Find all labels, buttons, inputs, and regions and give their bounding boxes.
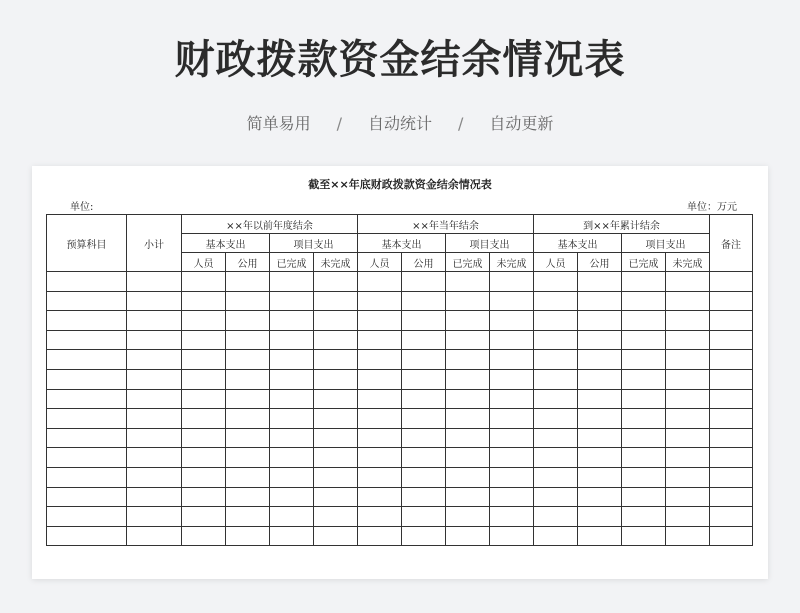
table-cell[interactable]: [127, 330, 182, 350]
table-cell[interactable]: [47, 526, 127, 546]
header-personnel: 人员: [534, 253, 578, 272]
table-row: [47, 389, 753, 409]
table-cell[interactable]: [490, 291, 534, 311]
table-cell[interactable]: [314, 526, 358, 546]
table-cell[interactable]: [182, 409, 226, 429]
header-project-expense: 项目支出: [622, 234, 710, 253]
table-cell[interactable]: [182, 487, 226, 507]
table-cell[interactable]: [47, 311, 127, 331]
table-cell[interactable]: [270, 350, 314, 370]
table-cell[interactable]: [446, 350, 490, 370]
table-cell[interactable]: [622, 526, 666, 546]
table-row: [47, 369, 753, 389]
table-cell[interactable]: [402, 291, 446, 311]
table-cell[interactable]: [402, 526, 446, 546]
table-cell[interactable]: [622, 428, 666, 448]
table-cell[interactable]: [358, 487, 402, 507]
table-row: [47, 350, 753, 370]
table-row: [47, 467, 753, 487]
table-cell[interactable]: [534, 448, 578, 468]
table-cell[interactable]: [182, 369, 226, 389]
table-cell[interactable]: [182, 467, 226, 487]
table-cell[interactable]: [446, 369, 490, 389]
table-cell[interactable]: [358, 291, 402, 311]
table-cell[interactable]: [182, 507, 226, 527]
table-cell[interactable]: [314, 330, 358, 350]
table-cell[interactable]: [358, 507, 402, 527]
table-cell[interactable]: [578, 350, 622, 370]
table-cell[interactable]: [226, 272, 270, 292]
separator: /: [336, 114, 342, 133]
table-cell[interactable]: [622, 487, 666, 507]
table-cell[interactable]: [226, 467, 270, 487]
table-cell[interactable]: [358, 369, 402, 389]
table-cell[interactable]: [314, 467, 358, 487]
table-cell[interactable]: [314, 369, 358, 389]
table-cell[interactable]: [182, 311, 226, 331]
unit-label-right: 单位：万元: [687, 202, 737, 213]
table-cell[interactable]: [226, 311, 270, 331]
header-incomplete: 未完成: [314, 253, 358, 272]
table-cell[interactable]: [578, 507, 622, 527]
table-row: [47, 428, 753, 448]
table-cell[interactable]: [47, 487, 127, 507]
table-cell[interactable]: [314, 428, 358, 448]
table-cell[interactable]: [710, 311, 753, 331]
table-cell[interactable]: [182, 330, 226, 350]
separator: /: [458, 114, 464, 133]
table-cell[interactable]: [534, 369, 578, 389]
table-cell[interactable]: [534, 389, 578, 409]
table-cell[interactable]: [710, 272, 753, 292]
table-cell[interactable]: [127, 350, 182, 370]
feature-easy: 简单易用: [246, 114, 311, 133]
table-cell[interactable]: [622, 389, 666, 409]
header-project-expense: 项目支出: [446, 234, 534, 253]
table-cell[interactable]: [578, 369, 622, 389]
table-cell[interactable]: [578, 448, 622, 468]
table-cell[interactable]: [270, 389, 314, 409]
table-cell[interactable]: [226, 487, 270, 507]
table-row: [47, 448, 753, 468]
table-cell[interactable]: [534, 311, 578, 331]
header-incomplete: 未完成: [666, 253, 710, 272]
table-cell[interactable]: [314, 389, 358, 409]
header-public: 公用: [578, 253, 622, 272]
header-cumulative: 到××年累计结余: [534, 215, 710, 234]
table-cell[interactable]: [127, 389, 182, 409]
table-cell[interactable]: [446, 389, 490, 409]
header-public: 公用: [226, 253, 270, 272]
table-cell[interactable]: [534, 487, 578, 507]
table-cell[interactable]: [666, 467, 710, 487]
table-cell[interactable]: [534, 467, 578, 487]
header-basic-expense: 基本支出: [182, 234, 270, 253]
table-row: [47, 311, 753, 331]
table-cell[interactable]: [578, 272, 622, 292]
table-cell[interactable]: [270, 291, 314, 311]
table-cell[interactable]: [226, 409, 270, 429]
feature-auto-update: 自动更新: [489, 114, 554, 133]
table-cell[interactable]: [182, 428, 226, 448]
header-current-year: ××年当年结余: [358, 215, 534, 234]
table-row: [47, 507, 753, 527]
table-cell[interactable]: [358, 467, 402, 487]
table-cell[interactable]: [402, 330, 446, 350]
header-basic-expense: 基本支出: [358, 234, 446, 253]
table-cell[interactable]: [446, 467, 490, 487]
header-public: 公用: [402, 253, 446, 272]
table-cell[interactable]: [666, 428, 710, 448]
table-cell[interactable]: [127, 428, 182, 448]
table-cell[interactable]: [490, 428, 534, 448]
table-cell[interactable]: [127, 291, 182, 311]
table-cell[interactable]: [226, 389, 270, 409]
header-personnel: 人员: [182, 253, 226, 272]
table-cell[interactable]: [622, 311, 666, 331]
header-personnel: 人员: [358, 253, 402, 272]
header-completed: 已完成: [622, 253, 666, 272]
table-cell[interactable]: [358, 448, 402, 468]
table-cell[interactable]: [490, 526, 534, 546]
table-cell[interactable]: [270, 409, 314, 429]
header-prior-years: ××年以前年度结余: [182, 215, 358, 234]
table-cell[interactable]: [270, 526, 314, 546]
table-cell[interactable]: [446, 526, 490, 546]
table-cell[interactable]: [446, 330, 490, 350]
table-cell[interactable]: [578, 467, 622, 487]
table-cell[interactable]: [402, 428, 446, 448]
table-cell[interactable]: [270, 369, 314, 389]
table-cell[interactable]: [402, 389, 446, 409]
table-cell[interactable]: [622, 467, 666, 487]
table-cell[interactable]: [47, 428, 127, 448]
table-cell[interactable]: [578, 291, 622, 311]
table-row: [47, 272, 753, 292]
table-cell[interactable]: [710, 369, 753, 389]
table-cell[interactable]: [270, 487, 314, 507]
table-cell[interactable]: [182, 350, 226, 370]
table-cell[interactable]: [534, 507, 578, 527]
table-cell[interactable]: [47, 389, 127, 409]
table-cell[interactable]: [710, 409, 753, 429]
table-cell[interactable]: [710, 526, 753, 546]
table-cell[interactable]: [446, 428, 490, 448]
table-cell[interactable]: [226, 350, 270, 370]
table-cell[interactable]: [226, 526, 270, 546]
feature-subtitle: [0, 112, 800, 136]
table-cell[interactable]: [534, 272, 578, 292]
table-cell[interactable]: [182, 389, 226, 409]
table-cell[interactable]: [226, 448, 270, 468]
table-cell[interactable]: [710, 448, 753, 468]
table-cell[interactable]: [402, 409, 446, 429]
table-row: [47, 330, 753, 350]
table-cell[interactable]: [182, 526, 226, 546]
table-cell[interactable]: [578, 389, 622, 409]
table-cell[interactable]: [182, 272, 226, 292]
table-cell[interactable]: [666, 350, 710, 370]
table-cell[interactable]: [666, 389, 710, 409]
table-cell[interactable]: [127, 507, 182, 527]
table-cell[interactable]: [710, 487, 753, 507]
table-cell[interactable]: [710, 350, 753, 370]
table-cell[interactable]: [270, 311, 314, 331]
header-basic-expense: 基本支出: [534, 234, 622, 253]
table-row: [47, 291, 753, 311]
table-cell[interactable]: [622, 350, 666, 370]
table-cell[interactable]: [402, 272, 446, 292]
table-cell[interactable]: [358, 330, 402, 350]
table-cell[interactable]: [666, 330, 710, 350]
table-cell[interactable]: [666, 311, 710, 331]
table-cell[interactable]: [402, 487, 446, 507]
header-subject: 预算科目: [47, 215, 127, 272]
table-cell[interactable]: [490, 467, 534, 487]
table-cell[interactable]: [182, 291, 226, 311]
table-cell[interactable]: [666, 272, 710, 292]
table-cell[interactable]: [314, 311, 358, 331]
table-cell[interactable]: [490, 409, 534, 429]
table-cell[interactable]: [47, 448, 127, 468]
header-project-expense: 项目支出: [270, 234, 358, 253]
table-cell[interactable]: [710, 389, 753, 409]
table-row: [47, 526, 753, 546]
table-cell[interactable]: [534, 330, 578, 350]
table-cell[interactable]: [402, 507, 446, 527]
table-cell[interactable]: [490, 311, 534, 331]
table-cell[interactable]: [446, 448, 490, 468]
table-cell[interactable]: [578, 487, 622, 507]
table-cell[interactable]: [314, 291, 358, 311]
header-incomplete: 未完成: [490, 253, 534, 272]
table-cell[interactable]: [534, 409, 578, 429]
table-cell[interactable]: [578, 428, 622, 448]
table-cell[interactable]: [358, 409, 402, 429]
page-title: 财政拨款资金结余情况表: [174, 37, 626, 83]
table-cell[interactable]: [314, 487, 358, 507]
header-completed: 已完成: [270, 253, 314, 272]
table-cell[interactable]: [270, 507, 314, 527]
table-cell[interactable]: [127, 409, 182, 429]
table-cell[interactable]: [402, 350, 446, 370]
table-cell[interactable]: [446, 409, 490, 429]
table-row: [47, 487, 753, 507]
header-remark: 备注: [710, 215, 753, 272]
spreadsheet-preview: [32, 166, 768, 579]
table-cell[interactable]: [47, 409, 127, 429]
table-cell[interactable]: [666, 409, 710, 429]
table-cell[interactable]: [710, 291, 753, 311]
table-cell[interactable]: [47, 291, 127, 311]
table-cell[interactable]: [314, 409, 358, 429]
header-completed: 已完成: [446, 253, 490, 272]
table-cell[interactable]: [270, 467, 314, 487]
table-cell[interactable]: [666, 291, 710, 311]
table-cell[interactable]: [534, 428, 578, 448]
table-cell[interactable]: [446, 507, 490, 527]
table-cell[interactable]: [402, 467, 446, 487]
table-cell[interactable]: [270, 330, 314, 350]
table-cell[interactable]: [622, 409, 666, 429]
table-cell[interactable]: [666, 487, 710, 507]
table-cell[interactable]: [47, 330, 127, 350]
table-row: [47, 409, 753, 429]
table-cell[interactable]: [666, 369, 710, 389]
table-cell[interactable]: [127, 311, 182, 331]
table-cell[interactable]: [127, 526, 182, 546]
table-cell[interactable]: [226, 369, 270, 389]
table-cell[interactable]: [226, 291, 270, 311]
table-cell[interactable]: [127, 467, 182, 487]
table-cell[interactable]: [47, 369, 127, 389]
table-cell[interactable]: [270, 448, 314, 468]
table-cell[interactable]: [578, 330, 622, 350]
table-cell[interactable]: [358, 272, 402, 292]
table-cell[interactable]: [402, 369, 446, 389]
header-subtotal: 小计: [127, 215, 182, 272]
feature-auto-stats: 自动统计: [367, 114, 432, 133]
table-cell[interactable]: [358, 311, 402, 331]
table-cell[interactable]: [127, 448, 182, 468]
table-cell[interactable]: [710, 507, 753, 527]
table-cell[interactable]: [534, 291, 578, 311]
table-cell[interactable]: [446, 311, 490, 331]
table-cell[interactable]: [534, 350, 578, 370]
table-cell[interactable]: [666, 507, 710, 527]
table-cell[interactable]: [666, 448, 710, 468]
table-cell[interactable]: [710, 428, 753, 448]
table-cell[interactable]: [490, 369, 534, 389]
table-cell[interactable]: [622, 369, 666, 389]
table-cell[interactable]: [490, 350, 534, 370]
table-cell[interactable]: [446, 272, 490, 292]
table-cell[interactable]: [226, 428, 270, 448]
table-cell[interactable]: [226, 330, 270, 350]
table-cell[interactable]: [490, 272, 534, 292]
table-cell[interactable]: [314, 448, 358, 468]
table-cell[interactable]: [578, 526, 622, 546]
table-cell[interactable]: [490, 507, 534, 527]
table-cell[interactable]: [314, 507, 358, 527]
table-cell[interactable]: [446, 291, 490, 311]
table-cell[interactable]: [490, 448, 534, 468]
table-cell[interactable]: [622, 272, 666, 292]
table-cell[interactable]: [358, 428, 402, 448]
table-cell[interactable]: [446, 487, 490, 507]
table-cell[interactable]: [710, 330, 753, 350]
table-cell[interactable]: [358, 350, 402, 370]
table-cell[interactable]: [127, 369, 182, 389]
table-cell[interactable]: [358, 526, 402, 546]
table-cell[interactable]: [490, 330, 534, 350]
table-cell[interactable]: [490, 389, 534, 409]
table-cell[interactable]: [47, 272, 127, 292]
sheet-title: 截至××年底财政拨款资金结余情况表: [308, 178, 492, 191]
table-cell[interactable]: [270, 272, 314, 292]
table-cell[interactable]: [47, 350, 127, 370]
table-cell[interactable]: [622, 507, 666, 527]
table-cell[interactable]: [622, 291, 666, 311]
table-cell[interactable]: [182, 448, 226, 468]
table-cell[interactable]: [402, 448, 446, 468]
table-cell[interactable]: [490, 487, 534, 507]
table-cell[interactable]: [578, 311, 622, 331]
table-cell[interactable]: [578, 409, 622, 429]
table-cell[interactable]: [47, 467, 127, 487]
table-cell[interactable]: [127, 487, 182, 507]
table-cell[interactable]: [622, 448, 666, 468]
table-cell[interactable]: [127, 272, 182, 292]
table-cell[interactable]: [47, 507, 127, 527]
table-cell[interactable]: [314, 350, 358, 370]
table-cell[interactable]: [402, 311, 446, 331]
table-cell[interactable]: [666, 526, 710, 546]
table-cell[interactable]: [622, 330, 666, 350]
table-cell[interactable]: [534, 526, 578, 546]
table-cell[interactable]: [314, 272, 358, 292]
table-cell[interactable]: [358, 389, 402, 409]
unit-label-left: 单位:: [70, 202, 94, 213]
table-cell[interactable]: [710, 467, 753, 487]
table-cell[interactable]: [270, 428, 314, 448]
balance-table: [46, 214, 753, 546]
table-cell[interactable]: [226, 507, 270, 527]
